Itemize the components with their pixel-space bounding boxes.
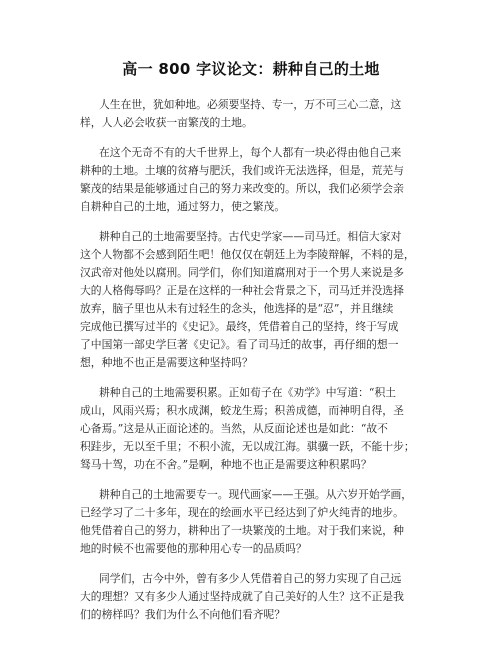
paragraph-line: 汉武帝对他处以腐刑。同学们，你们知道腐刑对于一个男人来说是多 xyxy=(80,266,404,279)
paragraph-line: 完成他已撰写过半的《史记》。最终，凭借着自己的坚持，终于写成 xyxy=(80,320,399,333)
paragraph-line: 大的人格侮辱吗？正是在这样的一种社会背景之下，司马迁并没选择 xyxy=(80,284,404,297)
paragraph-line: 自耕种自己的土地，通过努力，使之繁茂。 xyxy=(80,200,286,213)
paragraph-line: 想，种地不也正是需要这种坚持吗？ xyxy=(80,356,253,369)
paragraph xyxy=(0,384,502,474)
paragraph-line: 同学们，古今中外，曾有多少人凭借着自己的努力实现了自己远 xyxy=(99,572,402,585)
paragraph-line: 繁茂的结果是能够通过自己的努力来改变的。所以，我们必须学会亲 xyxy=(80,182,404,195)
paragraph-line: 心备焉。”这是从正面论述的。当然，从反面论述也是如此：“故不 xyxy=(80,422,388,435)
document-title: 高一 800 字议论文：耕种自己的土地 xyxy=(122,60,380,78)
paragraph-line: 成山，风雨兴焉；积水成渊，蛟龙生焉；积善成德，而神明自得，圣 xyxy=(80,404,404,417)
paragraph xyxy=(0,144,502,216)
paragraph xyxy=(0,570,502,624)
document-body xyxy=(0,96,502,636)
paragraph-line: 积跬步，无以至千里；不积小流，无以成江海。骐骥一跃，不能十步； xyxy=(80,440,415,453)
paragraph-line: 已经学习了二十多年，现在的绘画水平已经达到了炉火纯青的地步。 xyxy=(80,506,404,519)
paragraph-line: 驽马十驾，功在不舍。”是啊，种地不也正是需要这种积累吗？ xyxy=(80,458,372,471)
paragraph-line: 了中国第一部史学巨著《史记》。看了司马迁的故事，再仔细的想一 xyxy=(80,338,399,351)
paragraph xyxy=(0,486,502,558)
paragraph-line: 耕种自己的土地需要坚持。古代史学家——司马迁。相信大家对 xyxy=(99,230,402,243)
paragraph-line: 地的时候不也需要他的那种用心专一的品质吗？ xyxy=(80,542,307,555)
paragraph-line: 耕种自己的土地需要专一。现代画家——王强。从六岁开始学画， xyxy=(99,488,413,501)
paragraph-line: 在这个无奇不有的大千世界上，每个人都有一块必得由他自己来 xyxy=(99,146,402,159)
paragraph-line: 样，人人必会收获一亩繁茂的土地。 xyxy=(80,116,253,129)
paragraph-line: 放弃，脑子里也从未有过轻生的念头，他选择的是“忍”，并且继续 xyxy=(80,302,394,315)
paragraph-line: 这个人物都不会感到陌生吧！他仅仅在朝廷上为李陵辩解，不料的是， xyxy=(80,248,415,261)
paragraph-line: 们的榜样吗？我们为什么不向他们看齐呢？ xyxy=(80,608,286,621)
paragraph-line: 大的理想？又有多少人通过坚持成就了自己美好的人生？这不正是我 xyxy=(80,590,404,603)
paragraph-line: 耕种的土地。土壤的贫瘠与肥沃，我们或许无法选择，但是，荒芜与 xyxy=(80,164,404,177)
paragraph xyxy=(0,96,502,132)
paragraph-line: 耕种自己的土地需要积累。正如荀子在《劝学》中写道：“积土 xyxy=(99,386,397,399)
paragraph-line: 他凭借着自己的努力，耕种出了一块繁茂的土地。对于我们来说，种 xyxy=(80,524,404,537)
paragraph xyxy=(0,228,502,372)
paragraph-line: 人生在世，犹如种地。必须要坚持、专一，万不可三心二意，这 xyxy=(99,98,402,111)
